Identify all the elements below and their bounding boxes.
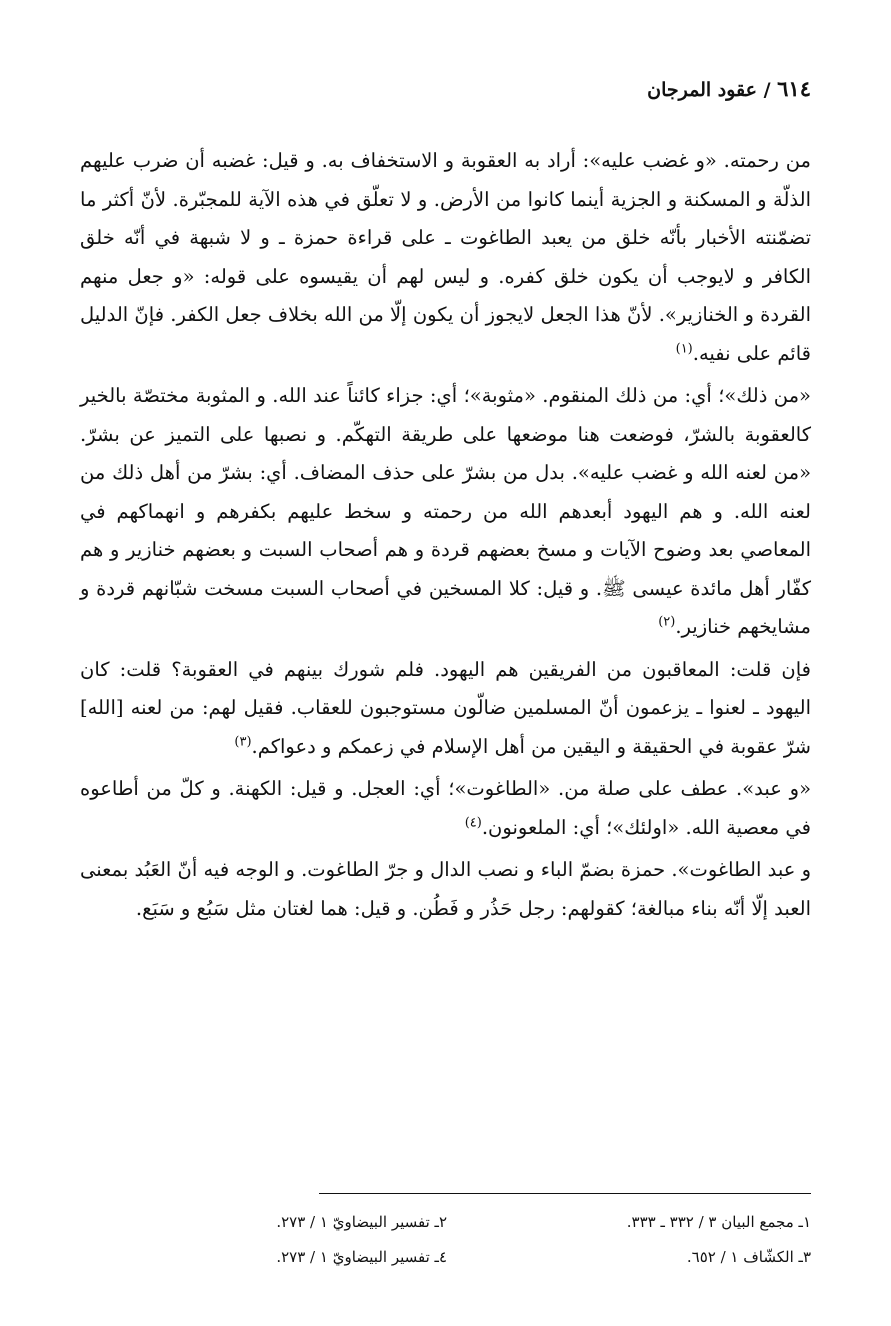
footnote-ref[interactable]: (٣): [234, 734, 252, 749]
footnote-ref[interactable]: (٤): [464, 815, 482, 830]
paragraph: [80, 651, 811, 767]
paragraph-text: فإن قلت: المعاقبون من الفريقين هم اليهود. فلم شورك بينهم في العقوبة؟ قلت: كان اليهود ـ لعنوا ـ يزعمون أنّ المسلمين ضالّون مستوجبون للعقاب. فقيل لهم: من لعنه [الله] شرّ عقوبة في الحقيقة و اليقين من أهل الإسلام في زعمكم و دعواكم.: [80, 657, 811, 758]
paragraph: [80, 142, 811, 373]
paragraph-text: و عبد الطاغوت». حمزة بضمّ الباء و نصب الدال و جرّ الطاغوت. و الوجه فيه أنّ العَبُد بمعنى العبد إلّا أنّه بناء مبالغة؛ كقولهم: رجل حَذُر و فَطُن. و قيل: هما لغتان مثل سَبُع و سَبَع.: [80, 858, 811, 920]
paragraph: [80, 770, 811, 847]
footnote-4: ٤ـ تفسير البيضاويّ ١ / ٢٧٣.: [276, 1248, 447, 1266]
footnote-3: ٣ـ الكشّاف ١ / ٦٥٢.: [686, 1248, 811, 1266]
footnote-ref[interactable]: (٢): [658, 614, 676, 630]
footnote-2: ٢ـ تفسير البيضاويّ ١ / ٢٧٣.: [276, 1213, 447, 1231]
running-header: [647, 76, 811, 101]
footnote-divider: [319, 1193, 811, 1194]
paragraph: [80, 377, 811, 647]
page-number: ٦١٤: [777, 76, 811, 101]
footnote-ref[interactable]: (١): [675, 341, 693, 356]
paragraph: [80, 851, 811, 928]
paragraph-text: من رحمته. «و غضب عليه»: أراد به العقوبة و الاستخفاف به. و قيل: غضبه أن ضرب عليهم الذلّة و المسكنة و الجزية أينما كانوا من الأرض. و لا تعلّق في هذه الآية للمجبّرة. لأنّ أكثر ما تضمّنته الأخبار بأنّه خلق من يعبد الطاغوت ـ على قراءة حمزة ـ و لا شبهة في أنّه خلق الكافر و لايوجب أن يكون خلق كفره. و ليس لهم أن يقيسوه على قوله: «و جعل منهم القردة و الخنازير». لأنّ هذا الجعل لايجوز أن يكون إلّا من الله بخلاف جعل الكفر. فإنّ الدليل قائم على نفيه.: [80, 149, 811, 365]
paragraph-text: «و عبد». عطف على صلة من. «الطاغوت»؛ أي: العجل. و قيل: الكهنة. و كلّ من أطاعوه في معصية الله. «اولئك»؛ أي: الملعونون.: [80, 777, 811, 839]
footnote-row: [80, 1245, 811, 1269]
book-title: عقود المرجان: [647, 79, 757, 101]
paragraph-text: «من ذلك»؛ أي: من ذلك المنقوم. «مثوبة»؛ أي: جزاء كائناً عند الله. و المثوبة مختصّة بالخير كالعقوبة بالشرّ، فوضعت هنا موضعها على طريقة التهكّم. و نصبها على التميز عن بشرّ. «من لعنه الله و غضب عليه». بدل من بشرّ على حذف المضاف. أي: بشرّ من أهل ذلك من لعنه الله. و هم اليهود أبعدهم الله من رحمته و سخط عليهم بكفرهم و انهماكهم في المعاصي بعد وضوح الآيات و مسخ بعضهم قردة و هم أصحاب السبت و بعضهم خنازير و هم كفّار أهل مائدة عيسى ﷺ. و قيل: كلا المسخين في أصحاب السبت مسخت شبّانهم قردة و مشايخهم خنازير.: [80, 384, 811, 638]
footnote-1: ١ـ مجمع البيان ٣ / ٣٣٢ ـ ٣٣٣.: [626, 1213, 811, 1231]
footnote-row: [80, 1210, 811, 1234]
header-separator: /: [756, 79, 778, 101]
main-text: [80, 142, 811, 932]
